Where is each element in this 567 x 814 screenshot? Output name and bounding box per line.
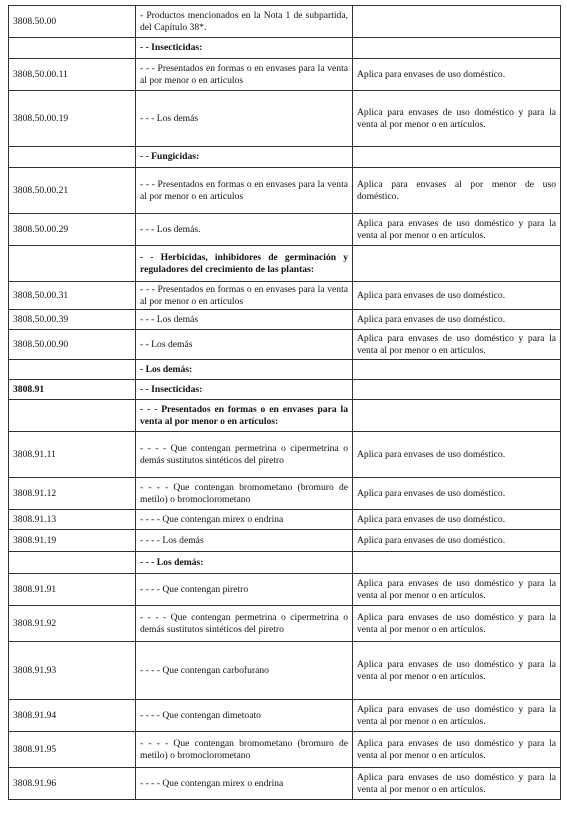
description-cell: - - - - Que contengan dimetoato bbox=[136, 700, 353, 732]
description-cell: - - Herbicidas, inhibidores de germinación y reguladores del crecimiento de las plantas: bbox=[136, 246, 353, 282]
description-cell: - - - - Que contengan carbofurano bbox=[136, 642, 353, 700]
description-cell: - - - - Que contengan mirex o endrina bbox=[136, 510, 353, 530]
description-cell: - - - - Que contengan piretro bbox=[136, 574, 353, 606]
table-row bbox=[9, 606, 561, 642]
tariff-code-cell: 3808.50.00.11 bbox=[9, 59, 136, 91]
table-row bbox=[9, 732, 561, 768]
tariff-code-cell bbox=[9, 360, 136, 380]
tariff-code-cell bbox=[9, 38, 136, 59]
tariff-code-cell: 3808.50.00.29 bbox=[9, 214, 136, 246]
table-row bbox=[9, 91, 561, 147]
table-row bbox=[9, 282, 561, 310]
observation-cell: Aplica para envases de uso doméstico y para la venta al por menor o en artículos. bbox=[353, 768, 561, 800]
tariff-code-cell: 3808.91.92 bbox=[9, 606, 136, 642]
observation-cell: Aplica para envases de uso doméstico y para la venta al por menor o en artículos. bbox=[353, 606, 561, 642]
observation-cell: Aplica para envases de uso doméstico y para la venta al por menor o en artículos. bbox=[353, 214, 561, 246]
tariff-code-cell: 3808.91.12 bbox=[9, 478, 136, 510]
table-row bbox=[9, 478, 561, 510]
table-row bbox=[9, 168, 561, 214]
observation-cell: Aplica para envases de uso doméstico. bbox=[353, 432, 561, 478]
tariff-code-cell: 3808.91.11 bbox=[9, 432, 136, 478]
table-row bbox=[9, 6, 561, 38]
tariff-code-cell: 3808.50.00.90 bbox=[9, 330, 136, 360]
observation-cell: Aplica para envases de uso doméstico. bbox=[353, 310, 561, 330]
tariff-code-cell bbox=[9, 246, 136, 282]
observation-cell: Aplica para envases de uso doméstico y para la venta al por menor o en artículos. bbox=[353, 91, 561, 147]
tariff-code-cell: 3808.50.00.31 bbox=[9, 282, 136, 310]
description-cell: - - - - Que contengan permetrina o cipermetrina o demás sustitutos sintéticos del piretro bbox=[136, 432, 353, 478]
table-row bbox=[9, 246, 561, 282]
table-row bbox=[9, 400, 561, 432]
description-cell: - - - - Que contengan bromometano (bromuro de metilo) o bromoclorometano bbox=[136, 732, 353, 768]
observation-cell: Aplica para envases de uso doméstico y para la venta al por menor o en artículos. bbox=[353, 732, 561, 768]
tariff-code-cell: 3808.91.91 bbox=[9, 574, 136, 606]
description-cell: - - - Los demás bbox=[136, 310, 353, 330]
description-cell: - - - - Que contengan mirex o endrina bbox=[136, 768, 353, 800]
tariff-code-cell: 3808.50.00 bbox=[9, 6, 136, 38]
observation-cell: Aplica para envases al por menor de uso doméstico. bbox=[353, 168, 561, 214]
observation-cell bbox=[353, 360, 561, 380]
table-row bbox=[9, 432, 561, 478]
observation-cell: Aplica para envases de uso doméstico. bbox=[353, 282, 561, 310]
table-row bbox=[9, 530, 561, 552]
table-row bbox=[9, 768, 561, 800]
table-row bbox=[9, 38, 561, 59]
tariff-code-cell: 3808.91 bbox=[9, 380, 136, 400]
observation-cell: Aplica para envases de uso doméstico y para la venta al por menor o en artículos. bbox=[353, 700, 561, 732]
description-cell: - - - - Que contengan bromometano (bromuro de metilo) o bromoclorometano bbox=[136, 478, 353, 510]
description-cell: - - - Presentados en formas o en envases para la venta al por menor o en artículos bbox=[136, 282, 353, 310]
tariff-table bbox=[8, 5, 561, 800]
tariff-table-body bbox=[9, 6, 561, 800]
description-cell: - - - Los demás bbox=[136, 91, 353, 147]
description-cell: - - - Presentados en formas o en envases para la venta al por menor o en artículos: bbox=[136, 400, 353, 432]
observation-cell bbox=[353, 147, 561, 168]
table-row bbox=[9, 330, 561, 360]
tariff-code-cell: 3808.91.13 bbox=[9, 510, 136, 530]
table-row bbox=[9, 214, 561, 246]
observation-cell: Aplica para envases de uso doméstico. bbox=[353, 478, 561, 510]
observation-cell: Aplica para envases de uso doméstico. bbox=[353, 510, 561, 530]
table-row bbox=[9, 510, 561, 530]
description-cell: - - - Presentados en formas o en envases para la venta al por menor o en artículos bbox=[136, 168, 353, 214]
observation-cell bbox=[353, 6, 561, 38]
description-cell: - - - Presentados en formas o en envases para la venta al por menor o en artículos bbox=[136, 59, 353, 91]
table-row bbox=[9, 360, 561, 380]
table-row bbox=[9, 552, 561, 574]
observation-cell bbox=[353, 38, 561, 59]
observation-cell: Aplica para envases de uso doméstico y para la venta al por menor o en artículos. bbox=[353, 330, 561, 360]
tariff-code-cell: 3808.91.94 bbox=[9, 700, 136, 732]
description-cell: - - - Los demás. bbox=[136, 214, 353, 246]
tariff-code-cell: 3808.50.00.21 bbox=[9, 168, 136, 214]
table-row bbox=[9, 380, 561, 400]
observation-cell: Aplica para envases de uso doméstico y para la venta al por menor o en artículos. bbox=[353, 574, 561, 606]
observation-cell bbox=[353, 246, 561, 282]
table-row bbox=[9, 574, 561, 606]
description-cell: - - Insecticidas: bbox=[136, 380, 353, 400]
description-cell: - - - Los demás: bbox=[136, 552, 353, 574]
table-row bbox=[9, 700, 561, 732]
description-cell: - - Fungicidas: bbox=[136, 147, 353, 168]
description-cell: - Los demás: bbox=[136, 360, 353, 380]
observation-cell bbox=[353, 380, 561, 400]
table-row bbox=[9, 310, 561, 330]
tariff-code-cell: 3808.91.19 bbox=[9, 530, 136, 552]
observation-cell: Aplica para envases de uso doméstico. bbox=[353, 530, 561, 552]
tariff-code-cell: 3808.50.00.39 bbox=[9, 310, 136, 330]
tariff-code-cell: 3808.91.96 bbox=[9, 768, 136, 800]
description-cell: - - - - Que contengan permetrina o cipermetrina o demás sustitutos sintéticos del piretro bbox=[136, 606, 353, 642]
table-row bbox=[9, 59, 561, 91]
tariff-code-cell bbox=[9, 552, 136, 574]
description-cell: - - Insecticidas: bbox=[136, 38, 353, 59]
observation-cell: Aplica para envases de uso doméstico y para la venta al por menor o en artículos. bbox=[353, 642, 561, 700]
table-row bbox=[9, 642, 561, 700]
description-cell: - - - - Los demás bbox=[136, 530, 353, 552]
description-cell: - Productos mencionados en la Nota 1 de subpartida, del Capítulo 38*. bbox=[136, 6, 353, 38]
tariff-code-cell: 3808.91.93 bbox=[9, 642, 136, 700]
observation-cell: Aplica para envases de uso doméstico. bbox=[353, 59, 561, 91]
tariff-code-cell: 3808.91.95 bbox=[9, 732, 136, 768]
table-row bbox=[9, 147, 561, 168]
tariff-code-cell: 3808.50.00.19 bbox=[9, 91, 136, 147]
tariff-code-cell bbox=[9, 147, 136, 168]
observation-cell bbox=[353, 552, 561, 574]
description-cell: - - Los demás bbox=[136, 330, 353, 360]
tariff-code-cell bbox=[9, 400, 136, 432]
observation-cell bbox=[353, 400, 561, 432]
